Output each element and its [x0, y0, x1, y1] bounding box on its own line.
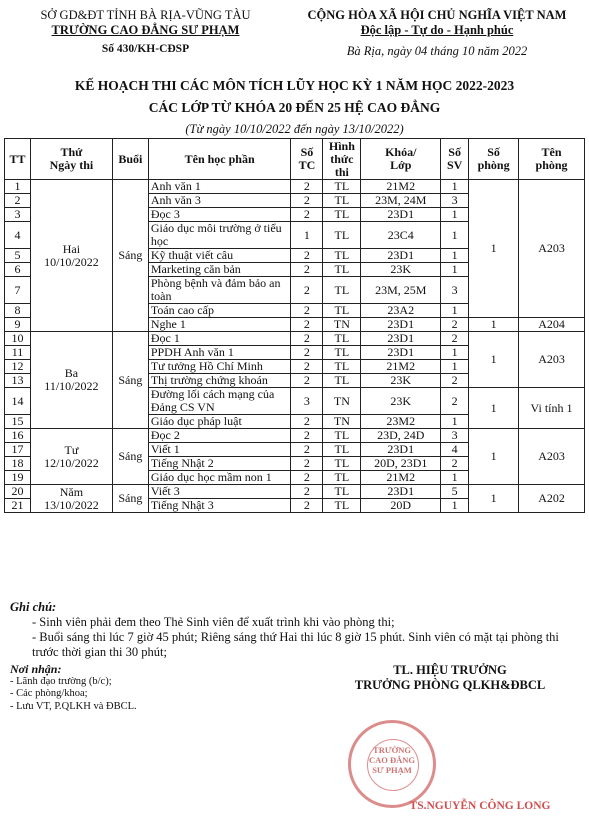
class-code: 23D1: [361, 249, 441, 263]
room-name: Vi tính 1: [519, 388, 585, 429]
subject-name: Viết 3: [148, 485, 291, 499]
subject-name: Nghe 1: [148, 318, 291, 332]
subject-name: Marketing căn bản: [148, 263, 291, 277]
row-number: 14: [5, 388, 31, 415]
exam-form: TL: [323, 180, 361, 194]
student-count: 2: [441, 374, 469, 388]
credits: 2: [291, 180, 323, 194]
subject-name: Anh văn 3: [148, 194, 291, 208]
student-count: 1: [441, 208, 469, 222]
nation-name: CỘNG HÒA XÃ HỘI CHỦ NGHĨA VIỆT NAM: [307, 8, 567, 22]
row-number: 18: [5, 457, 31, 471]
signer-name: TS.NGUYỄN CÔNG LONG: [409, 800, 551, 812]
table-header-row: [5, 139, 585, 180]
exam-form: TL: [323, 485, 361, 499]
credits: 2: [291, 471, 323, 485]
credits: 2: [291, 194, 323, 208]
recipients-section: [10, 663, 270, 713]
student-count: 1: [441, 499, 469, 513]
class-code: 21M2: [361, 180, 441, 194]
table-row: [5, 180, 585, 194]
header-left: [18, 8, 273, 57]
exam-form: TL: [323, 263, 361, 277]
class-code: 23K: [361, 374, 441, 388]
agency-name: SỞ GD&ĐT TỈNH BÀ RỊA-VŨNG TÀU: [40, 8, 251, 22]
session: Sáng: [112, 485, 148, 513]
credits: 2: [291, 360, 323, 374]
row-number: 2: [5, 194, 31, 208]
exam-form: TL: [323, 277, 361, 304]
class-code: 23D1: [361, 485, 441, 499]
class-code: 23D1: [361, 346, 441, 360]
class-code: 23K: [361, 388, 441, 415]
room-count: 1: [469, 388, 519, 429]
credits: 2: [291, 457, 323, 471]
credits: 2: [291, 429, 323, 443]
subject-name: Kỹ thuật viết câu: [148, 249, 291, 263]
table-row: [5, 429, 585, 443]
document-title: KẾ HOẠCH THI CÁC MÔN TÍCH LŨY HỌC KỲ 1 NĂM HỌC 2022-2023: [74, 78, 515, 93]
exam-form: TL: [323, 360, 361, 374]
credits: 2: [291, 485, 323, 499]
room-name: A203: [519, 332, 585, 388]
row-number: 8: [5, 304, 31, 318]
exam-form: TL: [323, 332, 361, 346]
subject-name: Toán cao cấp: [148, 304, 291, 318]
col-header: TT: [5, 139, 31, 180]
class-code: 20D, 23D1: [361, 457, 441, 471]
class-code: 23D, 24D: [361, 429, 441, 443]
class-code: 23D1: [361, 318, 441, 332]
subject-name: Tiếng Nhật 3: [148, 499, 291, 513]
exam-day: Tư 12/10/2022: [30, 429, 112, 485]
subject-name: PPDH Anh văn 1: [148, 346, 291, 360]
exam-form: TN: [323, 415, 361, 429]
exam-form: TL: [323, 208, 361, 222]
col-header: Số phòng: [469, 139, 519, 180]
credits: 3: [291, 388, 323, 415]
credits: 2: [291, 332, 323, 346]
class-code: 23D1: [361, 332, 441, 346]
class-code: 23M, 24M: [361, 194, 441, 208]
room-name: A203: [519, 180, 585, 318]
credits: 1: [291, 222, 323, 249]
room-name: A202: [519, 485, 585, 513]
credits: 2: [291, 499, 323, 513]
class-code: 20D: [361, 499, 441, 513]
issue-date: Bà Rịa, ngày 04 tháng 10 năm 2022: [346, 44, 528, 58]
class-code: 23D1: [361, 208, 441, 222]
subject-name: Đọc 1: [148, 332, 291, 346]
exam-form: TN: [323, 318, 361, 332]
col-header: Khóa/ Lớp: [361, 139, 441, 180]
credits: 2: [291, 443, 323, 457]
credits: 2: [291, 277, 323, 304]
col-header: Tên học phần: [148, 139, 291, 180]
recipient-item: - Lưu VT, P.QLKH và ĐBCL.: [10, 700, 137, 712]
notes-section: [10, 600, 580, 660]
exam-form: TL: [323, 194, 361, 208]
credits: 2: [291, 346, 323, 360]
room-count: 1: [469, 318, 519, 332]
credits: 2: [291, 374, 323, 388]
recipients-heading: Nơi nhận:: [10, 662, 62, 676]
student-count: 1: [441, 263, 469, 277]
student-count: 4: [441, 443, 469, 457]
exam-form: TN: [323, 388, 361, 415]
col-header: Số SV: [441, 139, 469, 180]
class-code: 21M2: [361, 471, 441, 485]
room-name: A203: [519, 429, 585, 485]
row-number: 13: [5, 374, 31, 388]
credits: 2: [291, 415, 323, 429]
document-title-line2: CÁC LỚP TỪ KHÓA 20 ĐẾN 25 HỆ CAO ĐẲNG: [148, 100, 441, 115]
exam-day: Ba 11/10/2022: [30, 332, 112, 429]
table-row: [5, 485, 585, 499]
exam-form: TL: [323, 429, 361, 443]
date-range: (Từ ngày 10/10/2022 đến ngày 13/10/2022): [185, 122, 404, 136]
student-count: 1: [441, 360, 469, 374]
student-count: 3: [441, 429, 469, 443]
room-count: 1: [469, 485, 519, 513]
row-number: 4: [5, 222, 31, 249]
col-header: Hình thức thi: [323, 139, 361, 180]
official-seal: TRƯỜNG CAO ĐẲNG SƯ PHẠM: [348, 720, 436, 808]
exam-form: TL: [323, 304, 361, 318]
row-number: 5: [5, 249, 31, 263]
table-row: [5, 332, 585, 346]
subject-name: Anh văn 1: [148, 180, 291, 194]
row-number: 6: [5, 263, 31, 277]
subject-name: Giáo dục pháp luật: [148, 415, 291, 429]
student-count: 3: [441, 277, 469, 304]
row-number: 11: [5, 346, 31, 360]
subject-name: Thị trường chứng khoán: [148, 374, 291, 388]
subject-name: Đọc 2: [148, 429, 291, 443]
row-number: 16: [5, 429, 31, 443]
exam-form: TL: [323, 443, 361, 457]
subject-name: Viết 1: [148, 443, 291, 457]
row-number: 19: [5, 471, 31, 485]
class-code: 23K: [361, 263, 441, 277]
class-code: 23C4: [361, 222, 441, 249]
credits: 2: [291, 263, 323, 277]
session: Sáng: [112, 180, 148, 332]
student-count: 2: [441, 388, 469, 415]
subject-name: Tiếng Nhật 2: [148, 457, 291, 471]
subject-name: Giáo dục môi trường ở tiểu học: [148, 222, 291, 249]
exam-schedule-table: [4, 138, 585, 513]
student-count: 2: [441, 457, 469, 471]
exam-day: Năm 13/10/2022: [30, 485, 112, 513]
recipient-item: - Các phòng/khoa;: [10, 688, 88, 699]
school-name: TRƯỜNG CAO ĐẲNG SƯ PHẠM: [51, 23, 240, 37]
national-motto: Độc lập - Tự do - Hạnh phúc: [360, 23, 514, 37]
row-number: 12: [5, 360, 31, 374]
student-count: 3: [441, 194, 469, 208]
session: Sáng: [112, 332, 148, 429]
student-count: 1: [441, 222, 469, 249]
subject-name: Tư tưởng Hồ Chí Minh: [148, 360, 291, 374]
exam-form: TL: [323, 222, 361, 249]
signature-block: [330, 663, 570, 693]
class-code: 23M2: [361, 415, 441, 429]
subject-name: Đường lối cách mạng của Đảng CS VN: [148, 388, 291, 415]
class-code: 23D1: [361, 443, 441, 457]
student-count: 5: [441, 485, 469, 499]
row-number: 15: [5, 415, 31, 429]
header-right: [292, 8, 582, 59]
credits: 2: [291, 208, 323, 222]
recipient-item: - Lãnh đạo trường (b/c);: [10, 675, 112, 687]
document-number: Số 430/KH-CĐSP: [101, 43, 190, 55]
notes-heading: Ghi chú:: [10, 600, 57, 614]
note-item: - Buổi sáng thi lúc 7 giờ 45 phút; Riêng sáng thứ Hai thi lúc 8 giờ 15 phút. Sinh viên có mặt tại phòng thi trước thời gian thi 30 phút;: [32, 630, 559, 659]
student-count: 1: [441, 180, 469, 194]
exam-form: TL: [323, 346, 361, 360]
subject-name: Đọc 3: [148, 208, 291, 222]
signature-line1: TL. HIỆU TRƯỞNG: [393, 663, 507, 677]
signature-line2: TRƯỞNG PHÒNG QLKH&ĐBCL: [354, 678, 546, 692]
row-number: 3: [5, 208, 31, 222]
row-number: 17: [5, 443, 31, 457]
room-count: 1: [469, 332, 519, 388]
col-header: Tên phòng: [519, 139, 585, 180]
col-header: Thứ Ngày thi: [30, 139, 112, 180]
student-count: 1: [441, 415, 469, 429]
credits: 2: [291, 304, 323, 318]
credits: 2: [291, 249, 323, 263]
class-code: 23A2: [361, 304, 441, 318]
subject-name: Giáo dục học mầm non 1: [148, 471, 291, 485]
session: Sáng: [112, 429, 148, 485]
student-count: 1: [441, 346, 469, 360]
room-count: 1: [469, 429, 519, 485]
row-number: 1: [5, 180, 31, 194]
row-number: 7: [5, 277, 31, 304]
row-number: 10: [5, 332, 31, 346]
room-name: A204: [519, 318, 585, 332]
exam-form: TL: [323, 457, 361, 471]
credits: 2: [291, 318, 323, 332]
class-code: 23M, 25M: [361, 277, 441, 304]
student-count: 2: [441, 332, 469, 346]
exam-form: TL: [323, 471, 361, 485]
room-count: 1: [469, 180, 519, 318]
row-number: 20: [5, 485, 31, 499]
student-count: 2: [441, 318, 469, 332]
exam-form: TL: [323, 499, 361, 513]
student-count: 1: [441, 304, 469, 318]
exam-form: TL: [323, 249, 361, 263]
row-number: 9: [5, 318, 31, 332]
student-count: 1: [441, 471, 469, 485]
row-number: 21: [5, 499, 31, 513]
student-count: 1: [441, 249, 469, 263]
col-header: Số TC: [291, 139, 323, 180]
note-item: - Sinh viên phải đem theo Thẻ Sinh viên để xuất trình khi vào phòng thi;: [32, 615, 395, 629]
exam-form: TL: [323, 374, 361, 388]
col-header: Buổi: [112, 139, 148, 180]
subject-name: Phòng bệnh và đảm bảo an toàn: [148, 277, 291, 304]
class-code: 21M2: [361, 360, 441, 374]
exam-day: Hai 10/10/2022: [30, 180, 112, 332]
